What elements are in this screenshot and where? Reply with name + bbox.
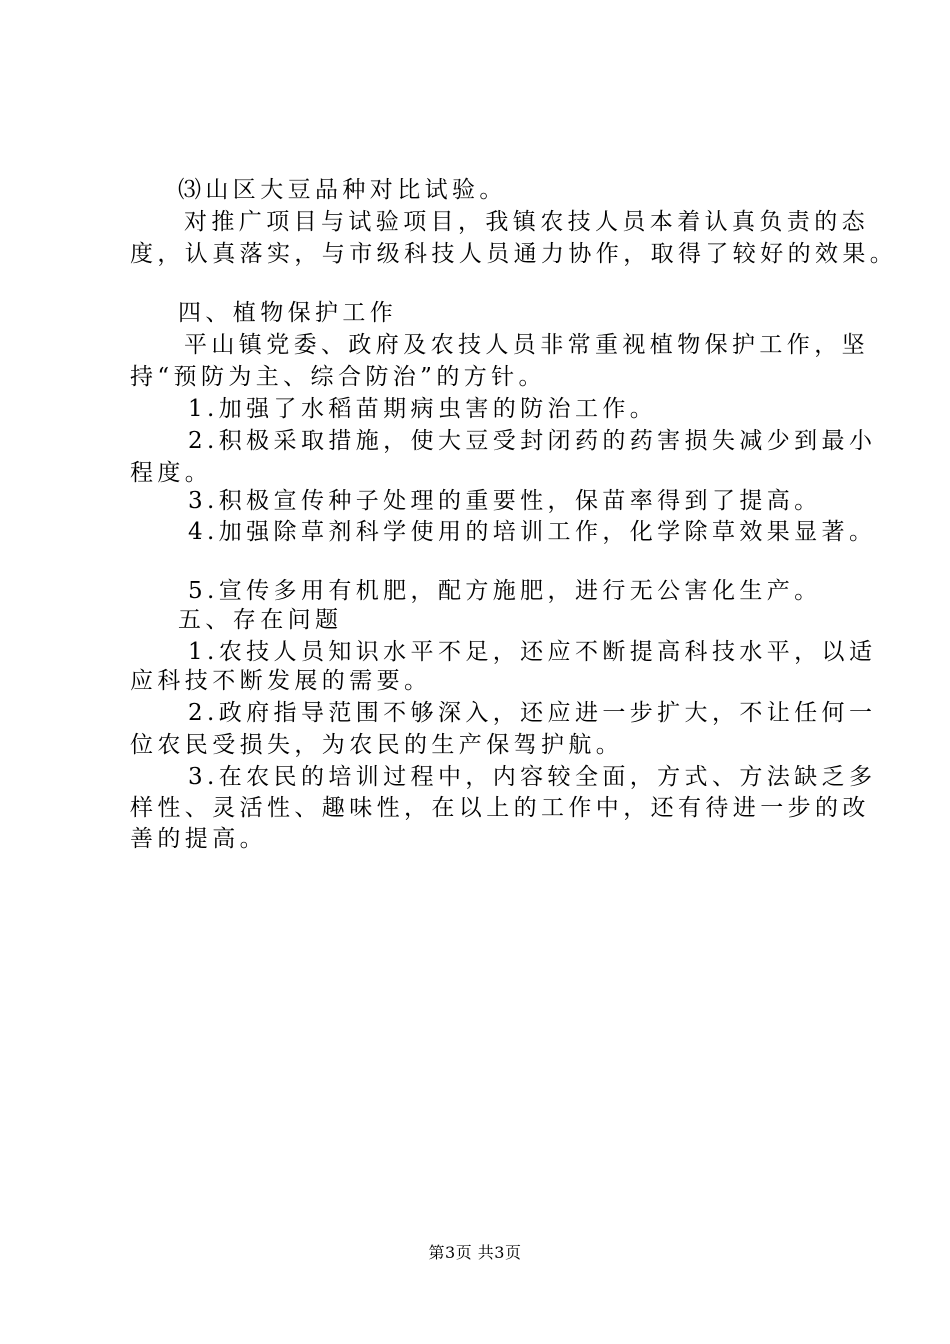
paragraph-line: 持“预防为主、综合防治”的方针。 (130, 364, 546, 390)
list-item: 2.政府指导范围不够深入，还应进一步扩大，不让任何一 (188, 700, 877, 726)
list-item-continuation: 位农民受损失，为农民的生产保驾护航。 (130, 732, 624, 758)
list-item-continuation: 善的提高。 (130, 826, 267, 852)
list-item-continuation: 应科技不断发展的需要。 (130, 668, 432, 694)
paragraph-line: 平山镇党委、政府及农技人员非常重视植物保护工作，坚 (184, 332, 869, 358)
list-item: 1.农技人员知识水平不足，还应不断提高科技水平，以适 (188, 639, 877, 665)
paragraph-line: 对推广项目与试验项目，我镇农技人员本着认真负责的态 (184, 209, 869, 235)
list-item: 5.宣传多用有机肥，配方施肥，进行无公害化生产。 (188, 578, 822, 604)
paragraph-line: 度，认真落实，与市级科技人员通力协作，取得了较好的效果。 (130, 241, 898, 267)
list-item-continuation: 样性、灵活性、趣味性，在以上的工作中，还有待进一步的改 (130, 795, 870, 821)
list-item: 3.积极宣传种子处理的重要性，保苗率得到了提高。 (188, 488, 822, 514)
list-item: 1.加强了水稻苗期病虫害的防治工作。 (188, 396, 658, 422)
section-heading: 五、存在问题 (178, 607, 343, 633)
list-item: 2.积极采取措施，使大豆受封闭药的药害损失减少到最小 (188, 428, 877, 454)
section-heading: 四、植物保护工作 (178, 300, 398, 326)
list-item: 4.加强除草剂科学使用的培训工作，化学除草效果显著。 (188, 519, 877, 545)
paragraph-line: ⑶山区大豆品种对比试验。 (178, 177, 507, 203)
page-footer: 第3页 共3页 (428, 1243, 522, 1262)
list-item-continuation: 程度。 (130, 460, 213, 486)
list-item: 3.在农民的培训过程中，内容较全面，方式、方法缺乏多 (188, 764, 877, 790)
